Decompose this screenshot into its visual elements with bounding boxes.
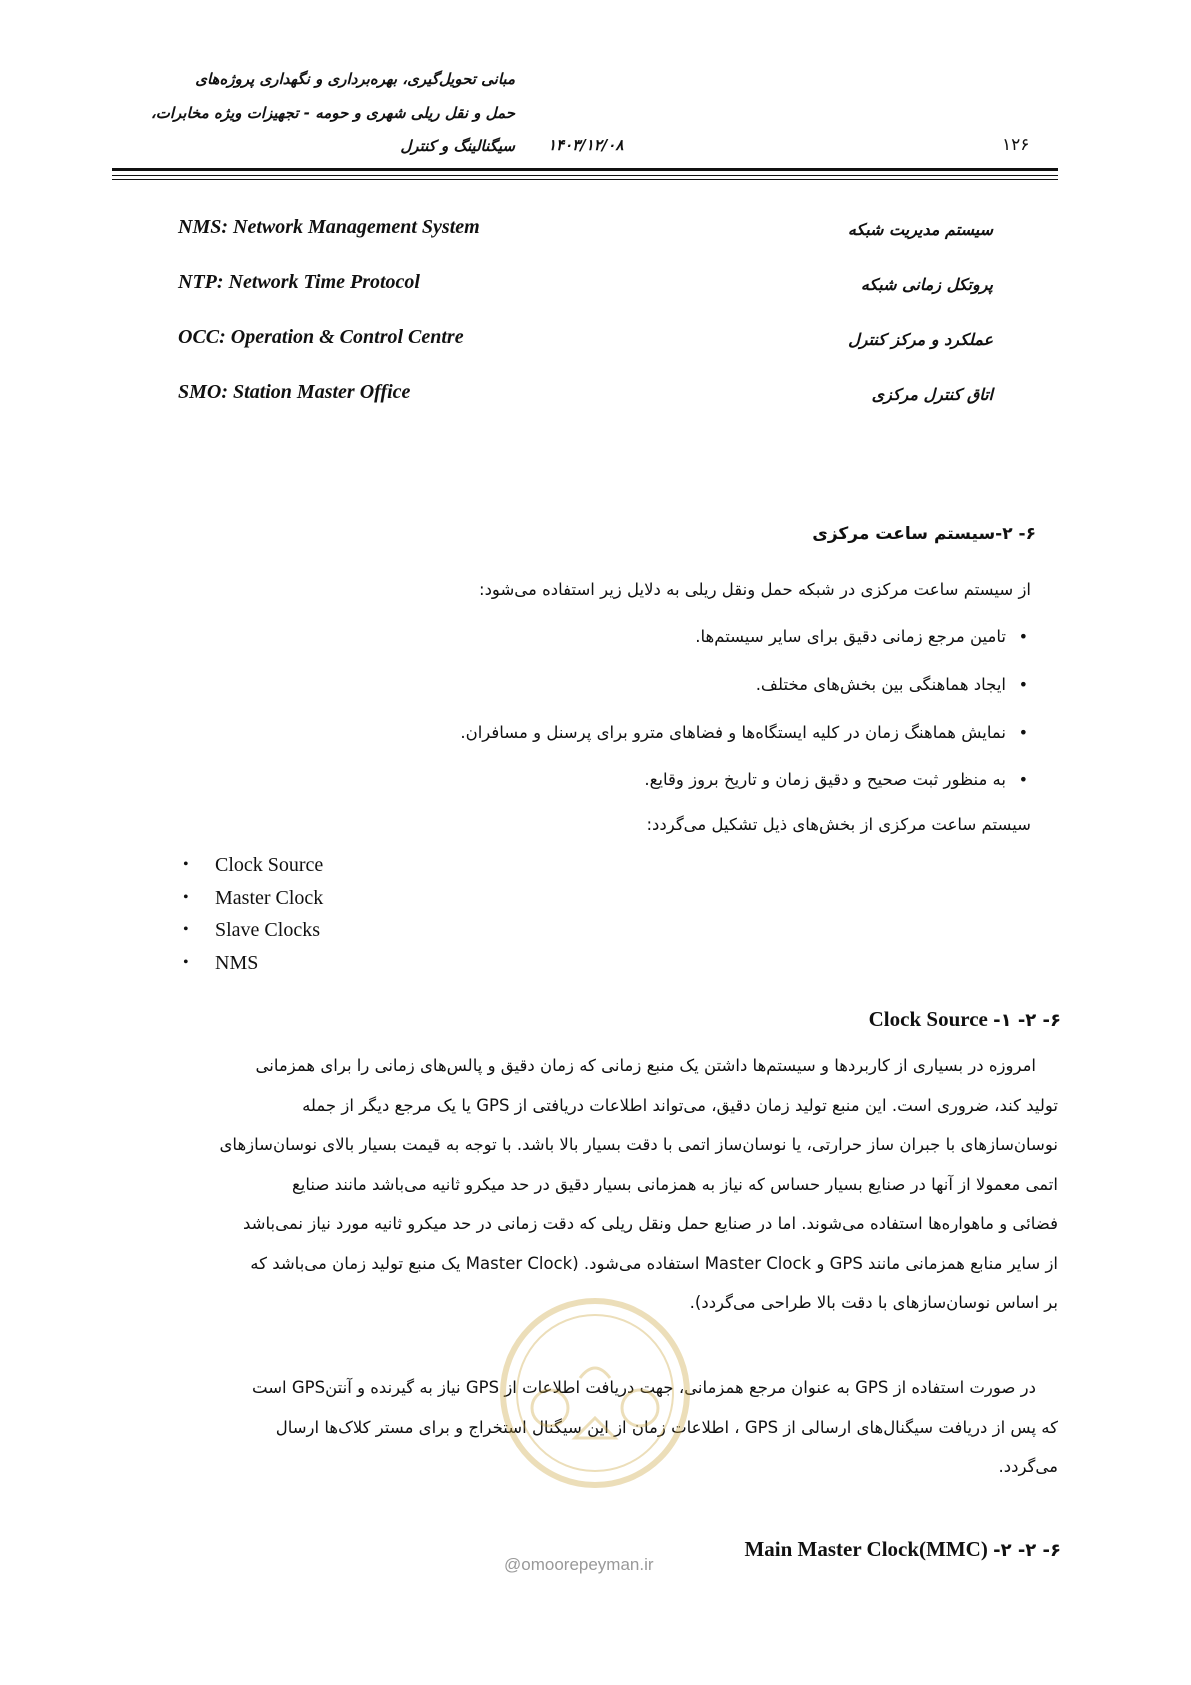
parts-list-item: • Master Clock [183,882,323,915]
reason-item: • نمایش هماهنگ زمان در کلیه ایستگاه‌ها و فضاهای مترو برای پرسنل و مسافران. [460,723,1006,742]
header-rule-thick [112,168,1058,171]
abbr-en-ntp: NTP: Network Time Protocol [178,271,420,293]
paragraph-line: بر اساس نوسان‌سازهای با دقت بالا طراحی می‌گردد). [689,1293,1058,1312]
subsection-1-number: -۱ -۲ -۶ [993,1010,1061,1031]
subsection-1-title: Clock Source [868,1007,988,1031]
paragraph-line: امروزه در بسیاری از کاربردها و سیستم‌ها داشتن یک منبع زمانی که زمان دقیق و پالس‌های زمانی را برای همزمانی [255,1056,1036,1075]
reason-item: • تامین مرجع زمانی دقیق برای سایر سیستم‌ها. [695,627,1006,646]
paragraph-line: در صورت استفاده از GPS به عنوان مرجع همزمانی، جهت دریافت اطلاعات از GPS نیاز به گیرنده و آنتنGPS است [252,1378,1036,1397]
header-title-line-3: سیگنالینگ و کنترل [400,137,515,155]
abbr-fa-nms: سیستم مدیریت شبکه [847,220,993,239]
parts-list-item: • Slave Clocks [183,914,323,947]
header-title-line-2: حمل و نقل ریلی شهری و حومه - تجهیزات ویژه مخابرات، [150,104,515,122]
page-number: ۱۲۶ [1002,135,1030,155]
paragraph-line: فضائی و ماهواره‌ها استفاده می‌شوند. اما در صنایع حمل ونقل ریلی که دقت زمانی در حد میکرو ثانیه مورد نیاز نمی‌باشد [243,1214,1058,1233]
abbr-fa-smo: اتاق کنترل مرکزی [871,385,993,404]
watermark-text: @omoorepeyman.ir [504,1555,654,1574]
subsection-2-number: -۲ -۲ -۶ [993,1540,1061,1561]
subsection-2-heading [744,1537,1061,1562]
header-rule-thin [112,175,1058,176]
paragraph-line: از سایر منابع همزمانی مانند GPS و Master Clock استفاده می‌شود. (Master Clock یک منبع تولید زمان می‌باشد که [250,1253,1058,1273]
header-rule-thin-2 [112,179,1058,180]
abbr-fa-occ: عملکرد و مرکز کنترل [848,330,993,349]
header-title-line-1: مبانی تحویل‌گیری، بهره‌برداری و نگهداری پروژه‌های [195,70,515,88]
watermark-seal-icon [480,1288,710,1498]
abbr-en-nms: NMS: Network Management System [178,216,480,238]
section-intro: از سیستم ساعت مرکزی در شبکه حمل ونقل ریلی به دلایل زیر استفاده می‌شود: [479,580,1031,599]
header-date: ۱۴۰۳/۱۲/۰۸ [548,136,624,154]
clock-source-paragraph [118,1046,1058,1323]
reason-item: • ایجاد هماهنگی بین بخش‌های مختلف. [756,675,1006,694]
paragraph-line: می‌گردد. [998,1457,1058,1476]
reason-item: • به منظور ثبت صحیح و دقیق زمان و تاریخ بروز وقایع. [644,770,1006,789]
parts-list [183,849,323,979]
paragraph-line: اتمی معمولا از آنها در صنایع بسیار حساس که نیاز به همزمانی بسیار دقیق در حد میکرو ثانیه می‌باشد مانند صنایع [291,1174,1058,1194]
section-heading: ۶- ۲-سیستم ساعت مرکزی [812,524,1036,544]
subsection-1-heading [869,1007,1061,1032]
subsection-2-title: Main Master Clock(MMC) [744,1537,988,1561]
abbr-fa-ntp: پروتکل زمانی شبکه [860,275,993,294]
abbr-en-occ: OCC: Operation & Control Centre [178,326,464,348]
abbr-en-smo: SMO: Station Master Office [178,381,411,403]
parts-intro: سیستم ساعت مرکزی از بخش‌های ذیل تشکیل می‌گردد: [646,815,1031,834]
parts-list-item: • Clock Source [183,849,323,882]
parts-list-item: • NMS [183,947,323,980]
paragraph-line: تولید کند، ضروری است. این منبع تولید زمان دقیق، می‌تواند اطلاعات دریافتی از GPS یا یک مرجع دیگر از جمله [302,1095,1058,1115]
paragraph-line: که پس از دریافت سیگنال‌های ارسالی از GPS ، اطلاعات زمان از این سیگنال استخراج و برای مستر کلاک‌ها ارسال [275,1417,1058,1437]
paragraph-line: نوسان‌سازهای با جبران ساز حرارتی، یا نوسان‌ساز اتمی با دقت بسیار بالا باشد. با توجه به قیمت بسیار بالای نوسان‌سازهای [219,1135,1058,1154]
